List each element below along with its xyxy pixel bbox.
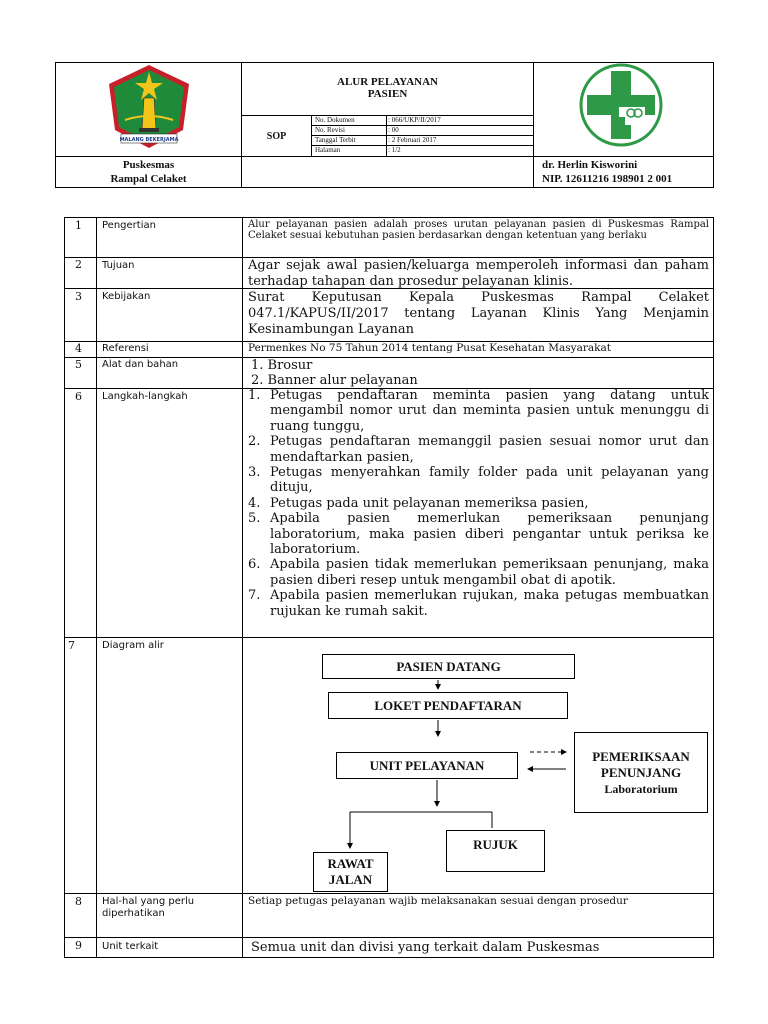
list-item xyxy=(248,465,709,496)
row-label: Referensi xyxy=(102,343,149,354)
row-text: Permenkes No 75 Tahun 2014 tentang Pusat Kesehatan Masyarakat xyxy=(248,342,611,354)
doc-title xyxy=(242,76,533,100)
meta-value: : 066/UKP/II/2017 xyxy=(388,116,441,124)
list-item: 1. Brosur xyxy=(251,358,313,373)
list-item xyxy=(248,557,709,588)
signer-name: dr. Herlin Kisworini xyxy=(542,159,638,171)
list-item xyxy=(248,434,709,465)
step-number: 1. xyxy=(248,388,261,403)
flow-box-start: PASIEN DATANG xyxy=(322,654,575,679)
outpatient-line1: RAWAT xyxy=(327,856,374,871)
step-number: 4. xyxy=(248,495,261,511)
meta-label: No. Revisi xyxy=(315,126,345,134)
row-number: 3 xyxy=(75,290,82,303)
doc-title-line2: PASIEN xyxy=(367,88,408,100)
flow-box-refer: RUJUK xyxy=(446,830,545,872)
steps-list xyxy=(248,388,709,619)
doc-title-line1: ALUR PELAYANAN xyxy=(337,76,438,88)
support-line1: PEMERIKSAAN xyxy=(592,748,690,764)
row-text: Agar sejak awal pasien/keluarga memperoleh informasi dan paham terhadap tahapan dan prosedur pelayanan klinis. xyxy=(248,258,709,289)
list-item xyxy=(248,388,709,434)
org-name-line1: Puskesmas xyxy=(122,159,175,171)
row-label xyxy=(102,896,194,920)
row-text: Setiap petugas pelayanan wajib melaksanakan sesuai dengan prosedur xyxy=(248,895,628,907)
logo-caption: MALANG BEKERJAMA xyxy=(119,137,179,143)
meta-label: Tanggal Terbit xyxy=(315,136,356,144)
list-item xyxy=(248,588,709,619)
signer xyxy=(542,158,712,186)
list-item: 2. Banner alur pelayanan xyxy=(251,373,418,388)
row-number: 6 xyxy=(75,390,82,403)
list-item xyxy=(248,511,709,557)
org-name xyxy=(56,157,241,187)
outpatient-line2: JALAN xyxy=(328,872,373,887)
row-label: Diagram alir xyxy=(102,640,164,651)
flow-box-registration: LOKET PENDAFTARAN xyxy=(328,692,568,719)
row-label-line2: diperhatikan xyxy=(102,908,165,919)
row-number: 2 xyxy=(75,258,82,271)
sop-label: SOP xyxy=(266,130,287,142)
step-text: Apabila pasien tidak memerlukan pemeriksaan penunjang, maka pasien diberi resep untuk mengambil obat di apotik. xyxy=(270,557,709,588)
step-number: 7. xyxy=(248,588,261,604)
row-label: Alat dan bahan xyxy=(102,359,179,370)
step-text: Petugas menyerahkan family folder pada unit pelayanan yang dituju, xyxy=(270,465,709,496)
meta-value: : 1/2 xyxy=(388,146,401,154)
flow-box-support xyxy=(574,732,708,813)
row-label: Kebijakan xyxy=(102,291,151,302)
step-number: 5. xyxy=(248,511,261,527)
row-text: Surat Keputusan Kepala Puskesmas Rampal Celaket 047.1/KAPUS/II/2017 tentang Layanan Klinis Yang Menjamin Kesinambungan Layanan xyxy=(248,290,709,337)
support-line2: PENUNJANG xyxy=(600,764,682,780)
row-label: Langkah-langkah xyxy=(102,391,188,402)
row-label: Tujuan xyxy=(102,260,135,271)
step-number: 2. xyxy=(248,434,261,450)
row-text: Alur pelayanan pasien adalah proses urutan pelayanan pasien di Puskesmas Rampal Celaket sesuai kebutuhan pasien berdasarkan dengan ketentuan yang berlaku xyxy=(248,219,709,241)
puskesmas-logo xyxy=(579,63,663,147)
meta-value: : 00 xyxy=(388,126,399,134)
signer-nip: NIP. 12611216 198901 2 001 xyxy=(542,173,673,185)
support-line3: Laboratorium xyxy=(604,781,678,796)
step-text: Apabila pasien memerlukan pemeriksaan penunjang laboratorium, maka pasien diberi pengantar untuk periksa ke laboratorium. xyxy=(270,511,709,558)
row-text: Semua unit dan divisi yang terkait dalam Puskesmas xyxy=(251,940,600,955)
row-label: Pengertian xyxy=(102,220,156,231)
step-text: Petugas pendaftaran meminta pasien yang datang untuk mengambil nomor urut dan meminta pasien untuk menunggu di ruang tunggu, xyxy=(270,388,709,434)
row-label-line1: Hal-hal yang perlu xyxy=(102,896,195,907)
row-number: 1 xyxy=(75,219,82,232)
row-number: 7 xyxy=(68,639,75,652)
city-emblem-logo xyxy=(103,62,195,152)
org-name-line2: Rampal Celaket xyxy=(110,173,187,185)
tools-list xyxy=(251,358,706,388)
row-number: 8 xyxy=(75,895,82,908)
list-item xyxy=(248,496,709,511)
step-text: Apabila pasien memerlukan rujukan, maka petugas membuatkan rujukan ke rumah sakit. xyxy=(270,588,709,619)
row-number: 5 xyxy=(75,358,82,371)
row-number: 4 xyxy=(75,342,82,355)
meta-label: No. Dokumen xyxy=(315,116,355,124)
row-label: Unit terkait xyxy=(102,941,159,952)
meta-value: : 2 Februari 2017 xyxy=(388,136,437,144)
step-number: 6. xyxy=(248,557,261,573)
step-number: 3. xyxy=(248,465,261,481)
meta-label: Halaman xyxy=(315,146,341,154)
flow-connectors xyxy=(300,640,590,860)
step-text: Petugas pada unit pelayanan memeriksa pasien, xyxy=(270,495,589,511)
step-text: Petugas pendaftaran memanggil pasien sesuai nomor urut dan mendaftarkan pasien, xyxy=(270,434,709,465)
flow-box-service: UNIT PELAYANAN xyxy=(336,752,518,779)
row-number: 9 xyxy=(75,939,82,952)
